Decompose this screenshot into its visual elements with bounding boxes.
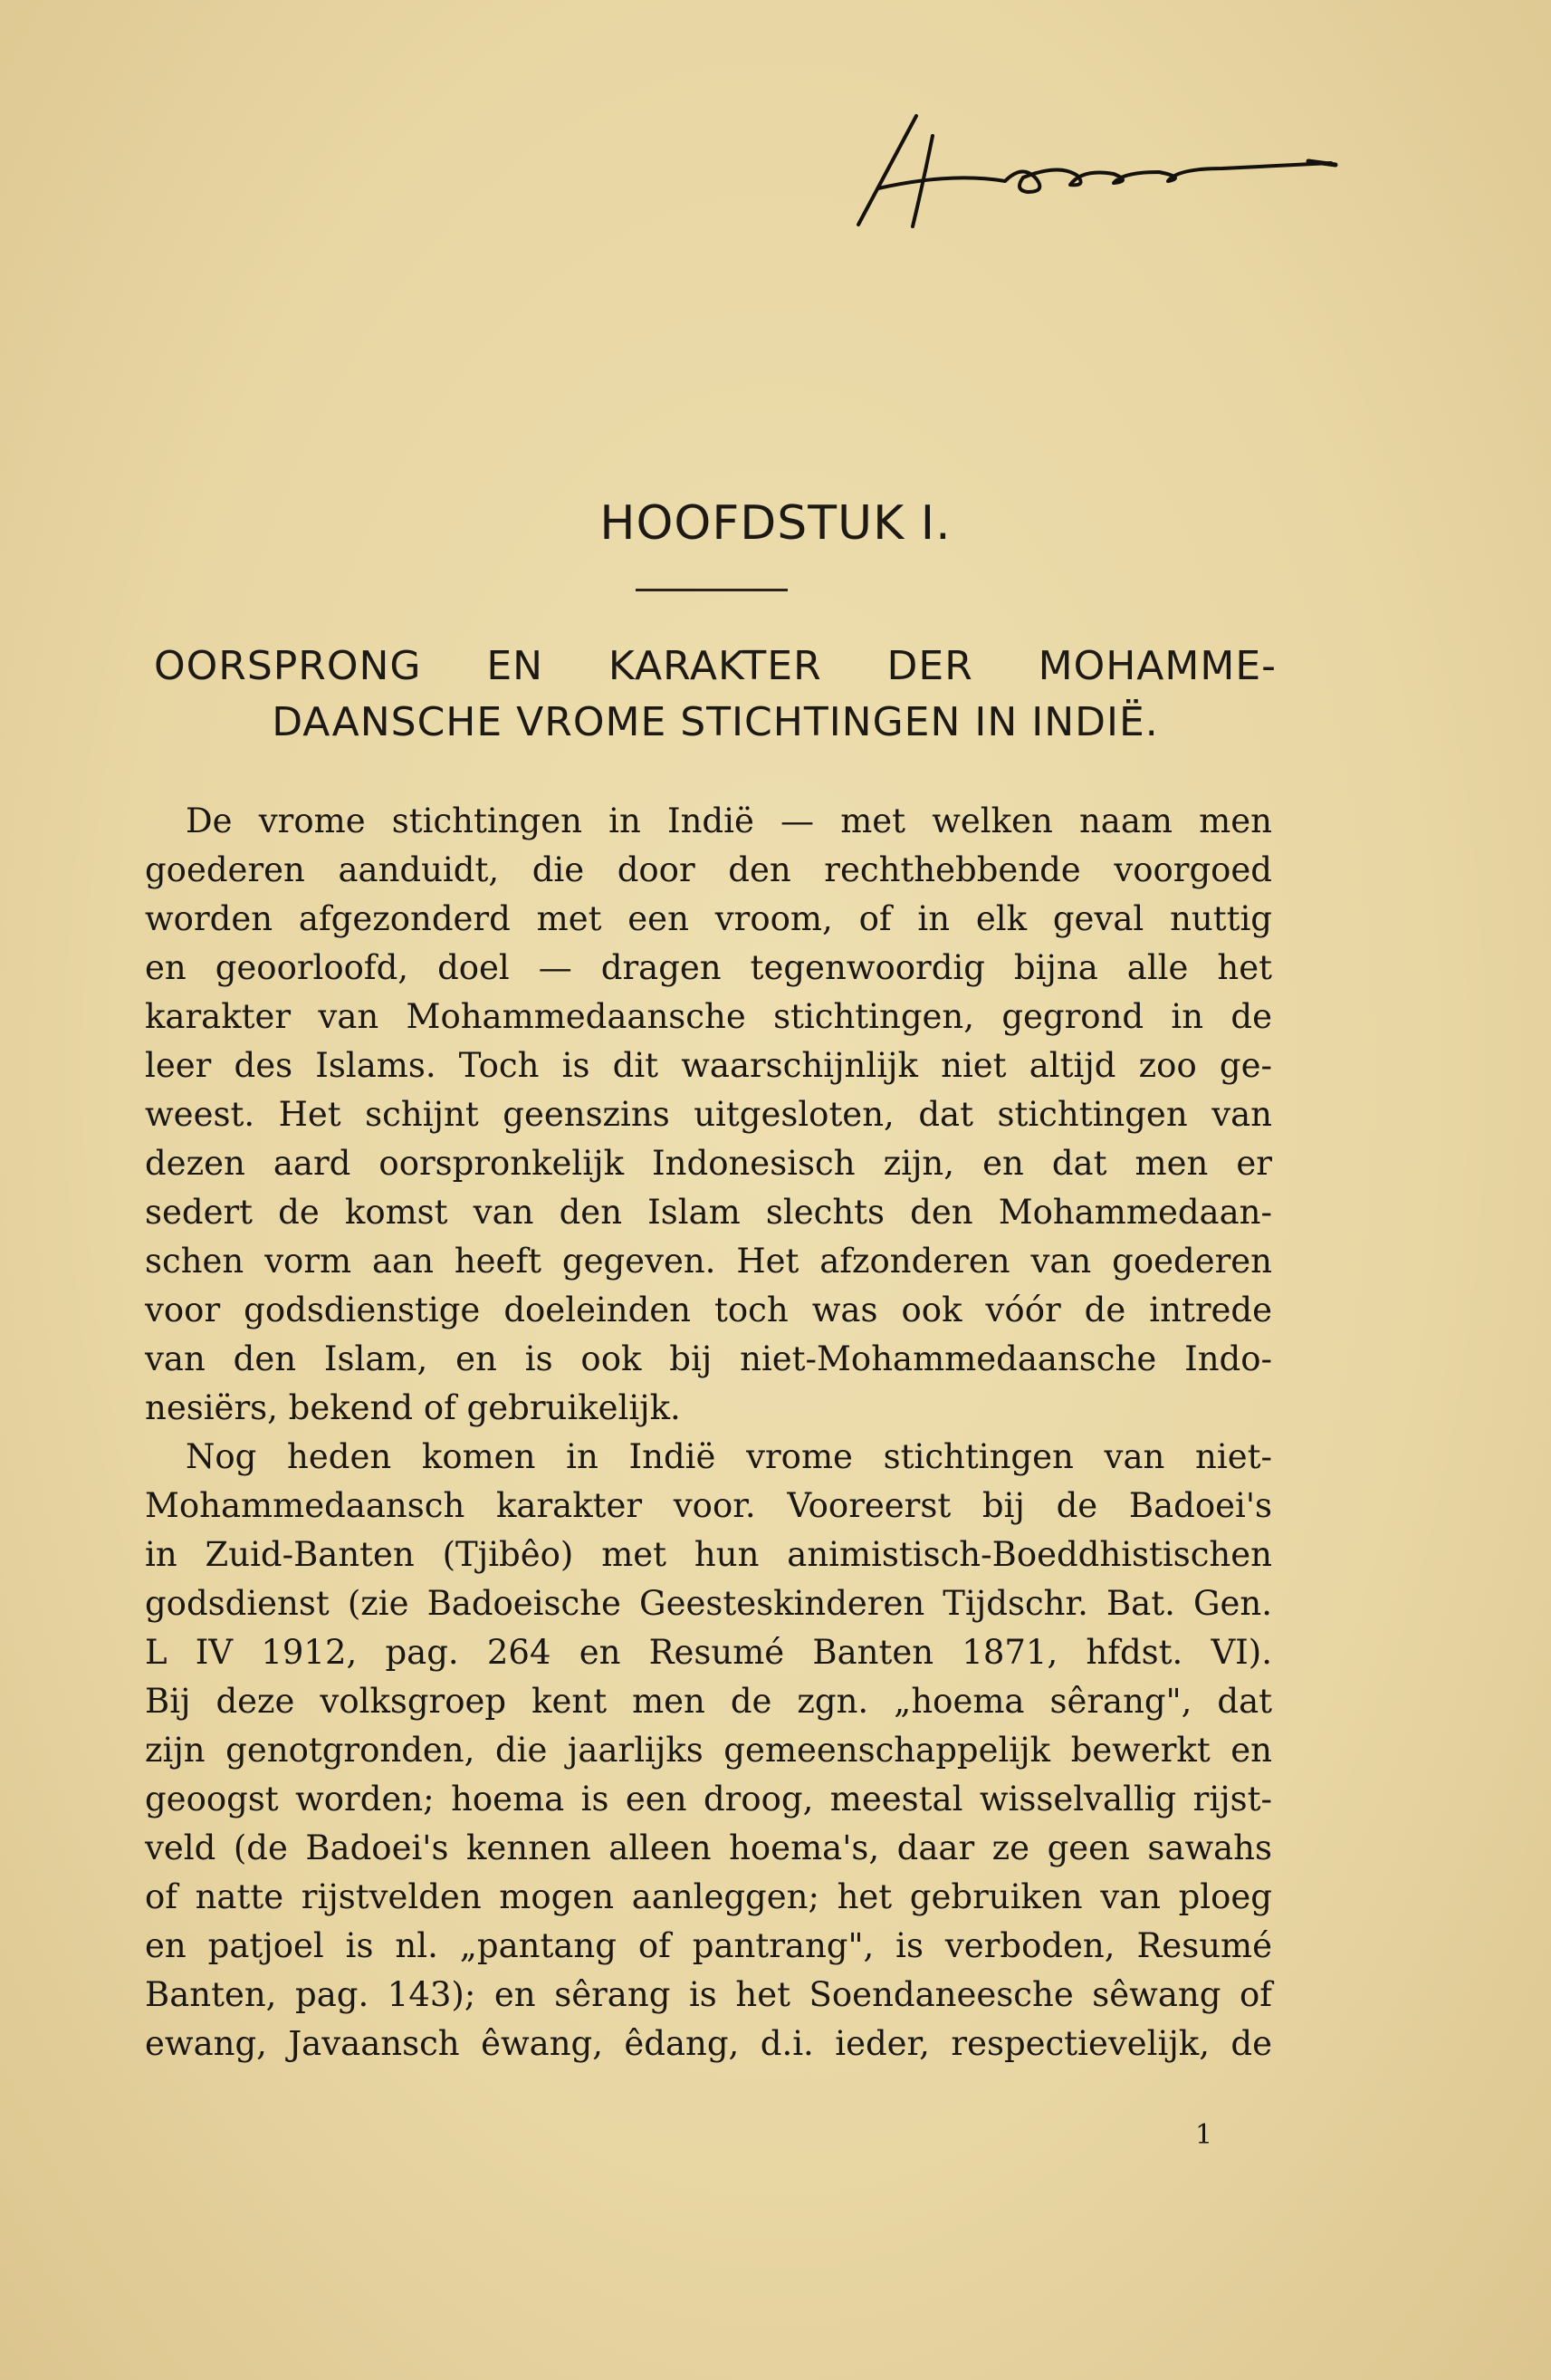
text-line: en geoorloofd, doel — dragen tegenwoordig bijna alle het xyxy=(145,948,1272,987)
text-line: godsdienst (zie Badoeische Geesteskinderen Tijdschr. Bat. Gen. xyxy=(145,1584,1272,1623)
text-line: en patjoel is nl. „pantang of pantrang", is verboden, Resumé xyxy=(145,1926,1272,1965)
chapter-title-line-1: OORSPRONG EN KARAKTER DER MOHAMME- xyxy=(154,643,1277,689)
text-line: van den Islam, en is ook bij niet-Mohammedaansche Indo- xyxy=(145,1339,1272,1378)
chapter-title xyxy=(154,638,1277,751)
page-number: 1 xyxy=(1195,2119,1213,2151)
text-line: leer des Islams. Toch is dit waarschijnlijk niet altijd zoo ge- xyxy=(145,1046,1272,1085)
text-line: ewang, Javaansch êwang, êdang, d.i. ieder, respectievelijk, de xyxy=(145,2024,1272,2063)
text-line: Banten, pag. 143); en sêrang is het Soendaneesche sêwang of xyxy=(145,1975,1272,2014)
body-text xyxy=(145,797,1272,2068)
text-line: schen vorm aan heeft gegeven. Het afzonderen van goederen xyxy=(145,1242,1272,1281)
text-line: veld (de Badoei's kennen alleen hoema's, daar ze geen sawahs xyxy=(145,1828,1272,1867)
text-line: goederen aanduidt, die door den rechthebbende voorgoed xyxy=(145,850,1272,889)
text-line: karakter van Mohammedaansche stichtingen, gegrond in de xyxy=(145,997,1272,1036)
text-line: nesiërs, bekend of gebruikelijk. xyxy=(145,1388,681,1427)
text-line: L IV 1912, pag. 264 en Resumé Banten 1871, hfdst. VI). xyxy=(145,1633,1272,1672)
text-line: Nog heden komen in Indië vrome stichtingen van niet- xyxy=(186,1437,1272,1476)
text-line: dezen aard oorspronkelijk Indonesisch zijn, en dat men er xyxy=(145,1144,1272,1183)
text-line: voor godsdienstige doeleinden toch was ook vóór de intrede xyxy=(145,1291,1272,1329)
text-line: in Zuid-Banten (Tjibêo) met hun animistisch-Boeddhistischen xyxy=(145,1535,1272,1574)
text-line: geoogst worden; hoema is een droog, meestal wisselvallig rijst- xyxy=(145,1780,1272,1819)
text-line: zijn genotgronden, die jaarlijks gemeenschappelijk bewerkt en xyxy=(145,1731,1272,1770)
text-line: worden afgezonderd met een vroom, of in elk geval nuttig xyxy=(145,899,1272,938)
text-line: De vrome stichtingen in Indië — met welken naam men xyxy=(186,801,1272,840)
chapter-heading: HOOFDSTUK I. xyxy=(599,496,952,551)
heading-rule xyxy=(636,589,788,591)
text-line: weest. Het schijnt geenszins uitgesloten, dat stichtingen van xyxy=(145,1095,1272,1134)
text-line: Mohammedaansch karakter voor. Vooreerst bij de Badoei's xyxy=(145,1486,1272,1525)
chapter-title-line-2: DAANSCHE VROME STICHTINGEN IN INDIË. xyxy=(272,699,1159,745)
handwritten-signature xyxy=(842,109,1367,245)
text-line: sedert de komst van den Islam slechts den Mohammedaan- xyxy=(145,1193,1272,1232)
text-line: Bij deze volksgroep kent men de zgn. „hoema sêrang", dat xyxy=(145,1682,1272,1721)
text-line: of natte rijstvelden mogen aanleggen; het gebruiken van ploeg xyxy=(145,1877,1272,1916)
